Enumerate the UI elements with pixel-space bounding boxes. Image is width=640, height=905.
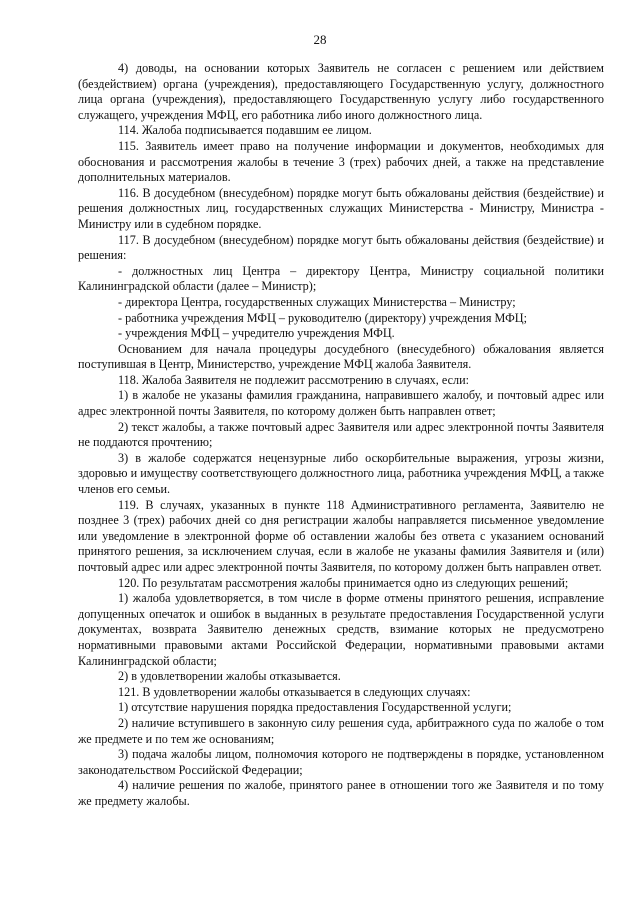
- paragraph: 2) в удовлетворении жалобы отказывается.: [118, 669, 341, 684]
- paragraph: 121. В удовлетворении жалобы отказывается в следующих случаях:: [118, 684, 471, 699]
- paragraph: Основанием для начала процедуры досудебного (внесудебного) обжалования является поступившая в Центр, Министерство, учреждение МФЦ жалоба Заявителя.: [78, 341, 604, 372]
- paragraph: 118. Жалоба Заявителя не подлежит рассмотрению в случаях, если:: [118, 372, 469, 387]
- paragraph: 117. В досудебном (внесудебном) порядке могут быть обжалованы действия (бездействие) и решения:: [78, 232, 604, 263]
- page-number: 28: [313, 32, 327, 47]
- paragraph: - работника учреждения МФЦ – руководителю (директору) учреждения МФЦ;: [118, 310, 527, 325]
- paragraph: 3) подача жалобы лицом, полномочия которого не подтверждены в порядке, установленном законодательством Российской Федерации;: [78, 747, 604, 777]
- paragraph: 1) в жалобе не указаны фамилия гражданина, направившего жалобу, и почтовый адрес или адрес электронной почты Заявителя, по которому должен быть направлен ответ;: [78, 388, 604, 419]
- paragraph: 119. В случаях, указанных в пункте 118 Административного регламента, Заявителю не позднее 3 (трех) рабочих дней со дня регистрации жалобы направляется письменное уведомление или уведомление в электронной форме об оставлении жалобы без ответа с указанием оснований принятого решения, за исключением случая, если в жалобе не указаны фамилия Заявителя и (или) почтовый адрес или адрес электронной почты Заявителя, по которому должен быть направлен ответ.: [78, 497, 604, 574]
- paragraph: 4) наличие решения по жалобе, принятого ранее в отношении того же Заявителя и по тому же предмету жалобы.: [78, 778, 604, 808]
- paragraph: 2) текст жалобы, а также почтовый адрес Заявителя или адрес электронной почты Заявителя не поддаются прочтению;: [78, 419, 604, 450]
- paragraph: 4) доводы, на основании которых Заявитель не согласен с решением или действием (бездействием) органа (учреждения), предоставляющего Государственную услугу, должностного лица органа (учреждения), предоставляющего Государственную услугу либо государственного служащего, учреждения МФЦ, его работника либо иного должностного лица.: [78, 61, 604, 122]
- paragraph: 1) отсутствие нарушения порядка предоставления Государственной услуги;: [118, 700, 512, 715]
- paragraph: 1) жалоба удовлетворяется, в том числе в форме отмены принятого решения, исправление допущенных опечаток и ошибок в выданных в результате предоставления Государственной услуги документах, возврата Заявителю денежных средств, взимание которых не предусмотрено нормативными правовыми актами Российской Федерации, нормативными правовыми актами Калининградской области;: [78, 591, 604, 668]
- paragraph: 120. По результатам рассмотрения жалобы принимается одно из следующих решений;: [118, 575, 569, 590]
- paragraph: - должностных лиц Центра – директору Центра, Министру социальной политики Калининградской области (далее – Министр);: [78, 263, 604, 294]
- document-body: [78, 61, 604, 810]
- paragraph: 2) наличие вступившего в законную силу решения суда, арбитражного суда по жалобе о том же предмете и по тем же основаниям;: [78, 715, 604, 746]
- paragraph: 114. Жалоба подписывается подавшим ее лицом.: [118, 123, 372, 138]
- paragraph: 3) в жалобе содержатся нецензурные либо оскорбительные выражения, угрозы жизни, здоровью и имуществу соответствующего должностного лица, работника учреждения МФЦ, а также членов его семьи.: [78, 450, 604, 497]
- paragraph: 115. Заявитель имеет право на получение информации и документов, необходимых для обоснования и рассмотрения жалобы в течение 3 (трех) рабочих дней, а также на представление дополнительных материалов.: [78, 138, 604, 185]
- paragraph: - учреждения МФЦ – учредителю учреждения МФЦ.: [118, 326, 395, 341]
- paragraph: - директора Центра, государственных служащих Министерства – Министру;: [118, 294, 516, 309]
- paragraph: 116. В досудебном (внесудебном) порядке могут быть обжалованы действия (бездействие) и решения должностных лиц, государственных служащих Министерства - Министру, Министра - Министру или в судебном порядке.: [78, 185, 604, 231]
